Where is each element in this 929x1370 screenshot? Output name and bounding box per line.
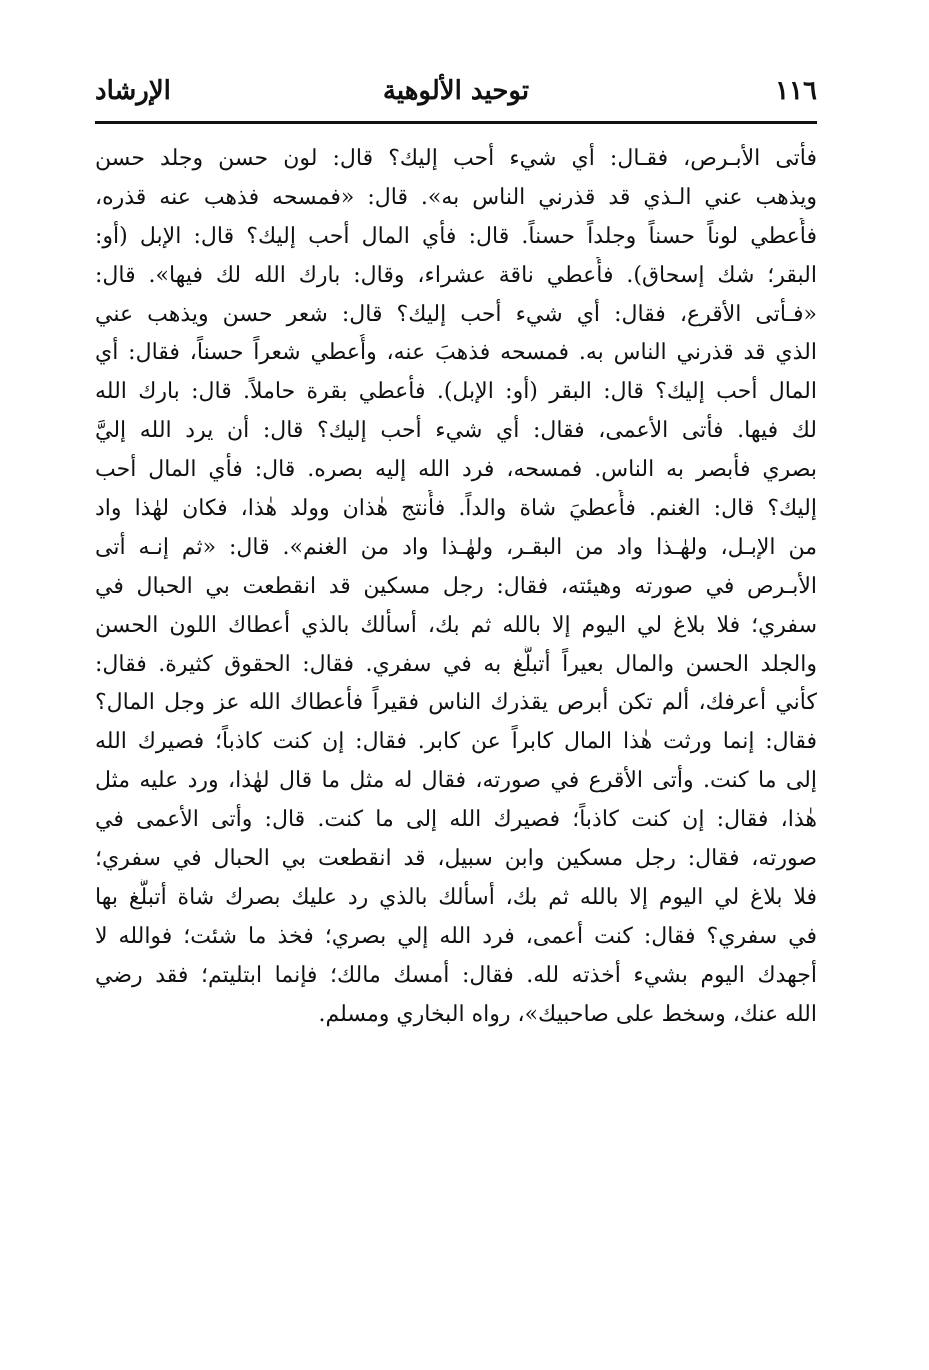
text-line: فأتى الأبـرص، فقـال: أي شيء أحب إليك؟ قال: لون حسن وجلد حسن [95, 146, 817, 171]
text-line: والجلد الحسن والمال بعيراً أتبلَّغ به في سفري. فقال: الحقوق كثيرة. فقال: [95, 651, 817, 677]
body-text [95, 140, 817, 1034]
text-line: الذي قد قذرني الناس به. فمسحه فذهبَ عنه، وأُعطي شعراً حسناً، فقال: أي [95, 340, 817, 366]
book-title: الإرشاد [95, 76, 171, 106]
text-line: ويذهب عني الـذي قد قذرني الناس به». قال: «فمسحه فذهب عنه قذره، [95, 184, 817, 210]
running-header [95, 70, 817, 114]
text-line: في سفري؟ فقال: كنت أعمى، فرد الله إلي بصري؛ فخذ ما شئت؛ فوالله لا [95, 923, 817, 949]
text-line: صورته، فقال: رجل مسكين وابن سبيل، قد انقطعت بي الحبال في سفري؛ [95, 846, 817, 872]
text-line: فقال: إنما ورثت هٰذا المال كابراً عن كابر. فقال: إن كنت كاذباً؛ فصيرك الله [95, 729, 817, 755]
text-line: البقر؛ شك إسحاق). فأُعطي ناقة عشراء، وقال: بارك الله لك فيها». قال: [95, 262, 817, 288]
text-line: من الإبـل، ولهٰـذا واد من البقـر، ولهٰـذا واد من الغنم». قال: «ثم إنـه أتى [95, 534, 817, 560]
chapter-title: توحيد الألوهية [382, 76, 530, 106]
page-number: ١١٦ [775, 76, 817, 106]
text-line: «فـأتى الأقرع، فقال: أي شيء أحب إليك؟ قال: شعر حسن ويذهب عني [95, 301, 817, 327]
text-line: أجهدك اليوم بشيء أخذته لله. فقال: أمسك مالك؛ فإنما ابتليتم؛ فقد رضي [95, 962, 817, 988]
text-line: إليك؟ قال: الغنم. فأُعطيَ شاة والداً. فأُنتج هٰذان وولد هٰذا، فكان لهٰذا واد [95, 496, 817, 522]
text-line: كأني أعرفك، ألم تكن أبرص يقذرك الناس فقيراً فأعطاك الله عز وجل المال؟ [95, 690, 817, 716]
text-line: هٰذا، فقال: إن كنت كاذباً؛ فصيرك الله إلى ما كنت. قال: وأتى الأعمى في [95, 807, 817, 833]
text-line: الأبـرص في صورته وهيئته، فقال: رجل مسكين قد انقطعت بي الحبال في [95, 573, 817, 599]
text-line: المال أحب إليك؟ قال: البقر (أو: الإبل). فأعطي بقرة حاملاً. قال: بارك الله [95, 379, 817, 405]
text-line: سفري؛ فلا بلاغ لي اليوم إلا بالله ثم بك، أسألك بالذي أعطاك اللون الحسن [95, 612, 817, 638]
text-line: إلى ما كنت. وأتى الأقرع في صورته، فقال له مثل ما قال لهٰذا، ورد عليه مثل [95, 768, 817, 794]
text-line: فأُعطي لوناً حسناً وجلداً حسناً. قال: فأي المال أحب إليك؟ قال: الإبل (أو: [95, 223, 817, 249]
text-line: الله عنك، وسخط على صاحبيك»، رواه البخاري ومسلم. [318, 1001, 817, 1027]
text-line: بصري فأبصر به الناس. فمسحه، فرد الله إليه بصره. قال: فأي المال أحب [95, 457, 817, 483]
text-line: لك فيها. فأتى الأعمى، فقال: أي شيء أحب إليك؟ قال: أن يرد الله إليَّ [95, 418, 817, 444]
header-rule [95, 121, 817, 124]
text-line: فلا بلاغ لي اليوم إلا بالله ثم بك، أسألك بالذي رد عليك بصرك شاة أتبلَّغ بها [95, 884, 817, 910]
